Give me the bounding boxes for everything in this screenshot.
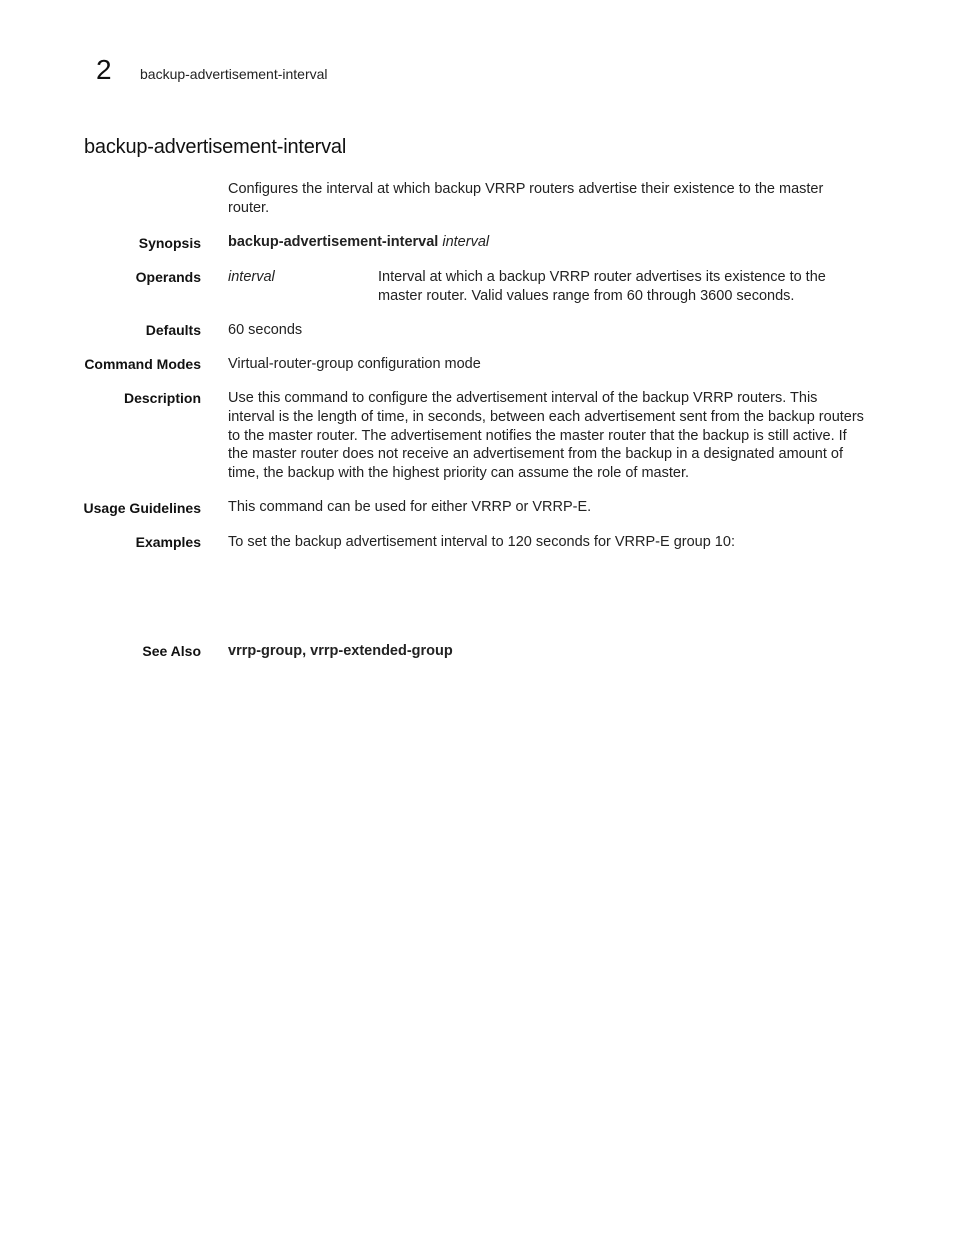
synopsis-command: backup-advertisement-interval [228, 234, 439, 250]
description-label: Description [123, 390, 201, 406]
chapter-number: 2 [96, 54, 112, 85]
operand-name: interval [228, 269, 275, 285]
see-also-label: See Also [142, 643, 201, 659]
command-modes-text: Virtual-router-group configuration mode [228, 356, 481, 372]
synopsis-label: Synopsis [138, 235, 201, 251]
operand-description: Interval at which a backup VRRP router advertises its existence to the master router. Valid values range from 60 through 3600 seconds. [378, 269, 826, 304]
see-also-links[interactable]: vrrp-group, vrrp-extended-group [228, 643, 453, 659]
page-title: backup-advertisement-interval [84, 136, 347, 158]
description-text: Use this command to configure the advertisement interval of the backup VRRP routers. This interval is the length of time, in seconds, between each advertisement sent from the backup routers to the master router. The advertisement notifies the master router that the backup is still active. If the master router does not receive an advertisement from the backup in a designated amount of time, the backup with the highest priority can assume the role of master. [228, 390, 864, 482]
usage-guidelines-label: Usage Guidelines [83, 500, 201, 516]
defaults-label: Defaults [145, 322, 201, 338]
usage-guidelines-text: This command can be used for either VRRP or VRRP-E. [228, 499, 592, 515]
intro-text: Configures the interval at which backup VRRP routers advertise their existence to the master router. [228, 181, 824, 216]
running-head: backup-advertisement-interval [140, 66, 328, 82]
synopsis-text [228, 233, 868, 252]
command-modes-label: Command Modes [84, 356, 201, 372]
operands-label: Operands [135, 269, 201, 285]
examples-text: To set the backup advertisement interval to 120 seconds for VRRP-E group 10: [228, 534, 735, 550]
synopsis-argument: interval [442, 234, 490, 250]
examples-label: Examples [135, 534, 201, 550]
defaults-text: 60 seconds [228, 322, 303, 338]
